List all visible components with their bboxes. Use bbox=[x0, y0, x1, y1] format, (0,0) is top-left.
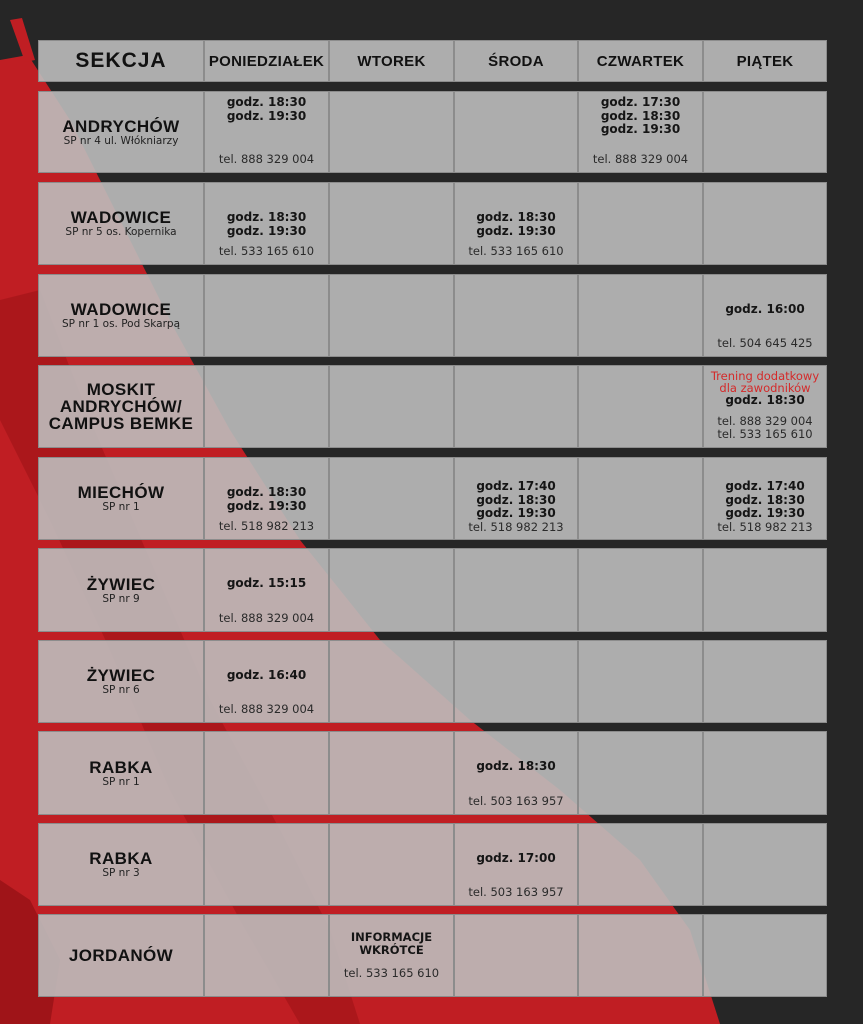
schedule-cell-wtorek bbox=[329, 182, 454, 265]
schedule-cell-poniedzialek bbox=[204, 91, 329, 173]
training-times bbox=[227, 669, 306, 683]
training-time: godz. 17:40 bbox=[476, 479, 556, 493]
training-time: godz. 19:30 bbox=[226, 108, 307, 123]
schedule-cell-poniedzialek bbox=[204, 640, 329, 723]
phone-number: tel. 888 329 004 bbox=[218, 611, 315, 625]
schedule-cell-sroda bbox=[454, 823, 578, 906]
schedule-cell-czwartek bbox=[578, 457, 703, 540]
training-times bbox=[725, 480, 804, 521]
schedule-cell-czwartek bbox=[578, 548, 703, 632]
schedule-cell-sroda bbox=[454, 731, 578, 815]
schedule-cell-wtorek bbox=[329, 640, 454, 723]
phone-number: tel. 888 329 004 tel. 533 165 610 bbox=[717, 414, 813, 441]
training-time: godz. 18:30 bbox=[226, 95, 307, 109]
schedule-cell-piatek bbox=[703, 640, 827, 723]
training-time: godz. 18:30 bbox=[476, 492, 556, 507]
training-times bbox=[227, 96, 306, 123]
training-time: godz. 16:00 bbox=[725, 302, 805, 316]
phone-number: tel. 504 645 425 bbox=[717, 336, 813, 350]
training-time: godz. 17:00 bbox=[476, 851, 556, 865]
section-name: WADOWICE bbox=[70, 300, 172, 319]
schedule-cell-poniedzialek bbox=[204, 548, 329, 632]
section-location: SP nr 1 bbox=[102, 501, 140, 513]
phone-number: tel. 503 163 957 bbox=[468, 885, 564, 899]
schedule-cell-poniedzialek bbox=[204, 182, 329, 265]
section-name: ŻYWIEC bbox=[86, 666, 156, 685]
section-name: ŻYWIEC bbox=[86, 574, 156, 594]
training-times bbox=[227, 577, 306, 591]
training-time: godz. 15:15 bbox=[226, 576, 307, 590]
training-time: godz. 19:30 bbox=[476, 223, 556, 238]
phone-number: tel. 503 163 957 bbox=[468, 794, 564, 808]
training-times bbox=[476, 760, 555, 774]
schedule-cell-piatek bbox=[703, 548, 827, 632]
phone-number: tel. 888 329 004 bbox=[592, 152, 689, 166]
section-name: JORDANÓW bbox=[68, 946, 174, 965]
training-time: godz. 17:40 bbox=[725, 479, 805, 493]
training-times bbox=[725, 394, 804, 408]
section-cell bbox=[38, 823, 204, 906]
phone-number: tel. 533 165 610 bbox=[218, 244, 315, 258]
section-cell bbox=[38, 914, 204, 997]
schedule-cell-wtorek bbox=[329, 548, 454, 632]
training-time: godz. 19:30 bbox=[476, 506, 556, 520]
training-time: godz. 17:30 bbox=[600, 95, 681, 109]
schedule-cell-poniedzialek bbox=[204, 274, 329, 357]
schedule-cell-poniedzialek bbox=[204, 914, 329, 997]
extra-training-note: Trening dodatkowy dla zawodników bbox=[710, 369, 820, 395]
training-time: godz. 16:40 bbox=[226, 668, 307, 682]
schedule-cell-piatek bbox=[703, 274, 827, 357]
column-header-poniedzialek: PONIEDZIAŁEK bbox=[204, 40, 329, 82]
schedule-cell-czwartek bbox=[578, 365, 703, 448]
column-header-piatek: PIĄTEK bbox=[703, 40, 827, 82]
section-location: SP nr 3 bbox=[102, 867, 140, 879]
schedule-cell-czwartek bbox=[578, 182, 703, 265]
schedule-cell-wtorek bbox=[329, 91, 454, 173]
section-cell bbox=[38, 274, 204, 357]
phone-number: tel. 888 329 004 bbox=[218, 702, 315, 716]
schedule-cell-czwartek bbox=[578, 274, 703, 357]
phone-number: tel. 518 982 213 bbox=[717, 519, 813, 534]
schedule-cell-poniedzialek bbox=[204, 731, 329, 815]
schedule-cell-czwartek bbox=[578, 823, 703, 906]
training-time: godz. 19:30 bbox=[725, 506, 805, 520]
schedule-cell-wtorek bbox=[329, 365, 454, 448]
training-times bbox=[476, 852, 555, 866]
schedule-cell-czwartek bbox=[578, 914, 703, 997]
training-time: godz. 18:30 bbox=[476, 759, 556, 773]
schedule-cell-sroda bbox=[454, 548, 578, 632]
section-cell bbox=[38, 91, 204, 173]
training-time: godz. 18:30 bbox=[725, 492, 805, 507]
training-time: godz. 18:30 bbox=[600, 108, 681, 123]
schedule-cell-piatek bbox=[703, 914, 827, 997]
section-cell bbox=[38, 365, 204, 448]
schedule-cell-poniedzialek bbox=[204, 823, 329, 906]
training-times bbox=[476, 211, 555, 238]
training-time: godz. 18:30 bbox=[476, 210, 556, 224]
section-cell bbox=[38, 640, 204, 723]
schedule-cell-wtorek bbox=[329, 731, 454, 815]
section-location: SP nr 6 bbox=[102, 684, 140, 696]
training-time: godz. 18:30 bbox=[725, 393, 805, 407]
section-cell bbox=[38, 182, 204, 265]
schedule-cell-wtorek bbox=[329, 823, 454, 906]
section-name: ANDRYCHÓW bbox=[62, 116, 180, 136]
section-location: SP nr 4 ul. Włókniarzy bbox=[63, 134, 179, 147]
column-header-wtorek: WTOREK bbox=[329, 40, 454, 82]
training-times bbox=[725, 303, 804, 317]
section-location: SP nr 5 os. Kopernika bbox=[65, 226, 177, 238]
training-times bbox=[476, 480, 555, 521]
column-header-sroda: ŚRODA bbox=[454, 40, 578, 82]
schedule-cell-czwartek bbox=[578, 91, 703, 173]
section-location: SP nr 1 os. Pod Skarpą bbox=[61, 318, 181, 330]
schedule-cell-sroda bbox=[454, 182, 578, 265]
schedule-cell-piatek bbox=[703, 731, 827, 815]
schedule-cell-piatek bbox=[703, 182, 827, 265]
training-times bbox=[227, 486, 306, 513]
schedule-cell-sroda bbox=[454, 91, 578, 173]
column-header-czwartek: CZWARTEK bbox=[578, 40, 703, 82]
training-time: godz. 18:30 bbox=[226, 210, 307, 224]
phone-number: tel. 518 982 213 bbox=[468, 519, 564, 534]
training-time: godz. 19:30 bbox=[226, 223, 307, 238]
schedule-cell-wtorek bbox=[329, 457, 454, 540]
section-name: MOSKIT ANDRYCHÓW/ CAMPUS BEMKE bbox=[48, 380, 194, 433]
schedule-cell-poniedzialek bbox=[204, 457, 329, 540]
schedule-cell-piatek bbox=[703, 823, 827, 906]
section-cell bbox=[38, 548, 204, 632]
column-header-sekcja: SEKCJA bbox=[38, 40, 204, 82]
schedule-cell-czwartek bbox=[578, 731, 703, 815]
training-time: godz. 19:30 bbox=[600, 122, 681, 136]
schedule-cell-piatek bbox=[703, 365, 827, 448]
section-cell bbox=[38, 457, 204, 540]
section-location: SP nr 9 bbox=[102, 592, 140, 605]
schedule-cell-sroda bbox=[454, 274, 578, 357]
phone-number: tel. 533 165 610 bbox=[468, 244, 564, 258]
schedule-cell-poniedzialek bbox=[204, 365, 329, 448]
schedule-cell-sroda bbox=[454, 457, 578, 540]
schedule-cell-sroda bbox=[454, 914, 578, 997]
section-cell bbox=[38, 731, 204, 815]
schedule-cell-wtorek bbox=[329, 274, 454, 357]
schedule-cell-sroda bbox=[454, 365, 578, 448]
schedule-cell-sroda bbox=[454, 640, 578, 723]
schedule-cell-piatek bbox=[703, 91, 827, 173]
info-soon-text: INFORMACJE WKRÓTCE bbox=[350, 930, 433, 957]
training-time: godz. 18:30 bbox=[226, 485, 307, 499]
phone-number: tel. 888 329 004 bbox=[218, 152, 315, 166]
phone-number: tel. 533 165 610 bbox=[343, 966, 440, 980]
schedule-cell-czwartek bbox=[578, 640, 703, 723]
schedule-cell-wtorek bbox=[329, 914, 454, 997]
section-name: WADOWICE bbox=[70, 208, 172, 227]
training-times bbox=[227, 211, 306, 238]
section-name: RABKA bbox=[89, 757, 153, 777]
section-name: MIECHÓW bbox=[77, 483, 165, 502]
training-time: godz. 19:30 bbox=[226, 498, 307, 513]
training-times bbox=[601, 96, 680, 137]
phone-number: tel. 518 982 213 bbox=[218, 519, 315, 533]
section-name: RABKA bbox=[89, 849, 153, 868]
section-location: SP nr 1 bbox=[102, 775, 140, 788]
schedule-cell-piatek bbox=[703, 457, 827, 540]
